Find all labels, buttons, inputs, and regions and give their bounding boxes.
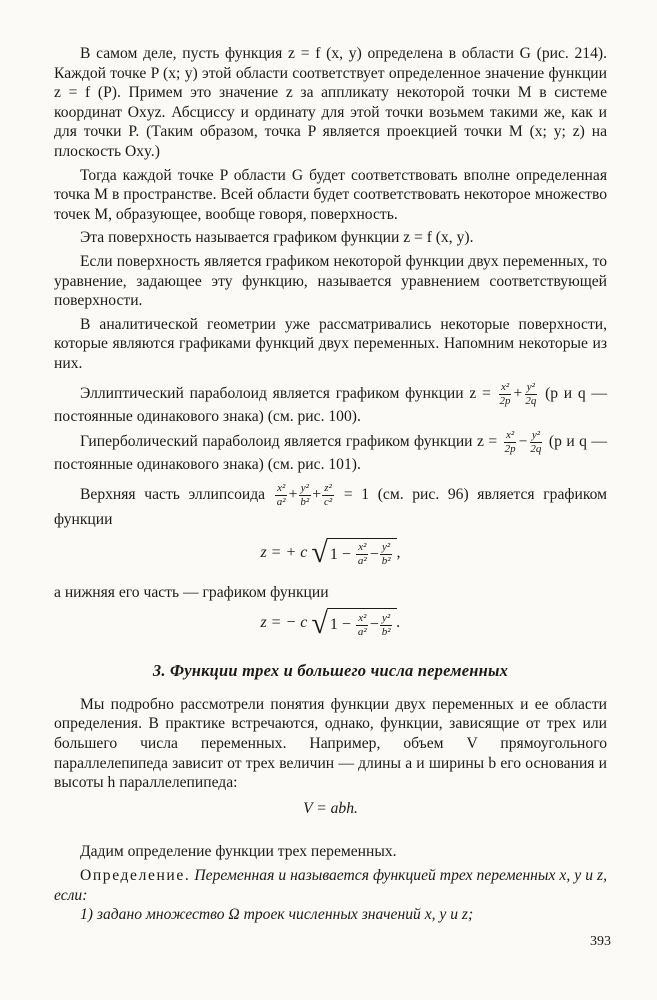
paragraph-3: Эта поверхность называется графиком функции z = f (x, y). xyxy=(80,229,474,247)
paragraph-11: Дадим определение функции трех переменных. xyxy=(80,843,397,861)
paragraph-lower-part: а нижняя его часть — графиком функции xyxy=(54,583,329,601)
page-number: 393 xyxy=(590,934,611,949)
sqrt-upper: √ 1 − $\frac{\text{x²}}{\text{a²}}$ − $\frac{\text{y²}}{\text{b²}}$ xyxy=(311,538,396,569)
paragraph-10: Мы подробно рассмотрели понятия функции двух переменных и ее области определения. В практике встречаются, однако, функции, зависящие от трех или большего числа переменных. Например, объем V прямоугольного параллелепипеда зависит от трех величин — длины a и ширины b его основания и высоты h параллелепипеда: xyxy=(54,695,607,792)
formula-upper-ellipsoid: z = + c √ 1 − $\frac{\text{x²}}{\text{a²}}$ − $\frac{\text{y²}}{\text{b²}}$ , xyxy=(260,536,401,570)
elliptic-text-end: (p и q — постоянные одинакового знака) (см. рис. 100). xyxy=(54,384,607,425)
fraction-x2-2p-hyp: $\frac{\text{x²}}{2p}$ xyxy=(504,429,516,456)
definition-item-1: 1) задано множество Ω троек численных значений x, y и z; xyxy=(80,906,474,924)
fraction-x2-2p: $\frac{\text{x²}}{2p}$ xyxy=(499,380,511,407)
fraction-z2-c2: $\frac{\text{z²}}{\text{c²}}$ xyxy=(323,481,333,508)
ellipsoid-text: Верхняя часть эллипсоида xyxy=(80,485,266,503)
definition-label: Определение. xyxy=(80,867,191,885)
formula-volume: V = abh. xyxy=(303,799,358,817)
fraction-x2-a2: $\frac{\text{x²}}{\text{a²}}$ xyxy=(276,481,286,508)
hyperbolic-text: Гиперболический параболоид является графиком функции z = xyxy=(80,433,498,451)
paragraph-4: Если поверхность является графиком некоторой функции двух переменных, то уравнение, задающее эту функцию, называется уравнением соответствующей поверхности. xyxy=(54,252,607,310)
plus-sign: + xyxy=(513,384,523,402)
paragraph-elliptic-paraboloid xyxy=(54,382,607,427)
hyperbolic-text-end: (p и q — постоянные одинакового знака) (см. рис. 101). xyxy=(54,433,607,474)
definition xyxy=(54,866,607,905)
ellipsoid-text-end: = 1 (см. рис. 96) является графиком функции xyxy=(54,485,607,528)
paragraph-5: В аналитической геометрии уже рассматривались некоторые поверхности, которые являются графиками функций двух переменных. Напомним некоторые из них. xyxy=(54,315,607,372)
fraction-y2-2q-hyp: $\frac{\text{y²}}{2q}$ xyxy=(530,429,542,456)
fraction-y2-2q: $\frac{\text{y²}}{2q}$ xyxy=(525,380,537,407)
paragraph-hyperbolic-paraboloid xyxy=(54,430,607,475)
minus-sign: − xyxy=(518,433,528,451)
paragraph-ellipsoid: Верхняя часть эллипсоида $\frac{\text{x²}}{\text{a²}}$ + $\frac{\text{y²}}{\text{b²}}$ + $\frac{\text{z²}}{\text{c²}}$ = 1 (см. рис. 96) является графиком функции xyxy=(54,481,607,528)
definition-text: Переменная u называется функцией трех переменных x, y и z, если: xyxy=(54,867,607,904)
page-body xyxy=(54,44,607,929)
fraction-y2-b2: $\frac{\text{y²}}{\text{b²}}$ xyxy=(300,481,310,508)
elliptic-text: Эллиптический параболоид является графиком функции z = xyxy=(80,384,491,402)
formula-lower-ellipsoid: z = − c √ 1 − $\frac{\text{x²}}{\text{a²}}$ − $\frac{\text{y²}}{\text{b²}}$ . xyxy=(260,606,401,640)
section-title: 3. Функции трех и большего числа переменных xyxy=(152,661,509,681)
paragraph-2: Тогда каждой точке P области G будет соответствовать вполне определенная точка M в пространстве. Всей области будет соответствовать некоторое множество точек M, образующее, вообще говоря, поверхность. xyxy=(54,166,607,223)
sqrt-lower: √ 1 − $\frac{\text{x²}}{\text{a²}}$ − $\frac{\text{y²}}{\text{b²}}$ xyxy=(311,608,396,639)
paragraph-1: В самом деле, пусть функция z = f (x, y) определена в области G (рис. 214). Каждой точке P (x; y) этой области соответствует определенное значение функции z = f (P). Примем это значение z за аппликату некоторой точки M в системе координат Oxyz. Абсциссу и ординату для этой точки возьмем такими же, как и для точки P. (Таким образом, точка P является проекцией точки M (x; y; z) на плоскость Oxy.) xyxy=(54,45,607,160)
